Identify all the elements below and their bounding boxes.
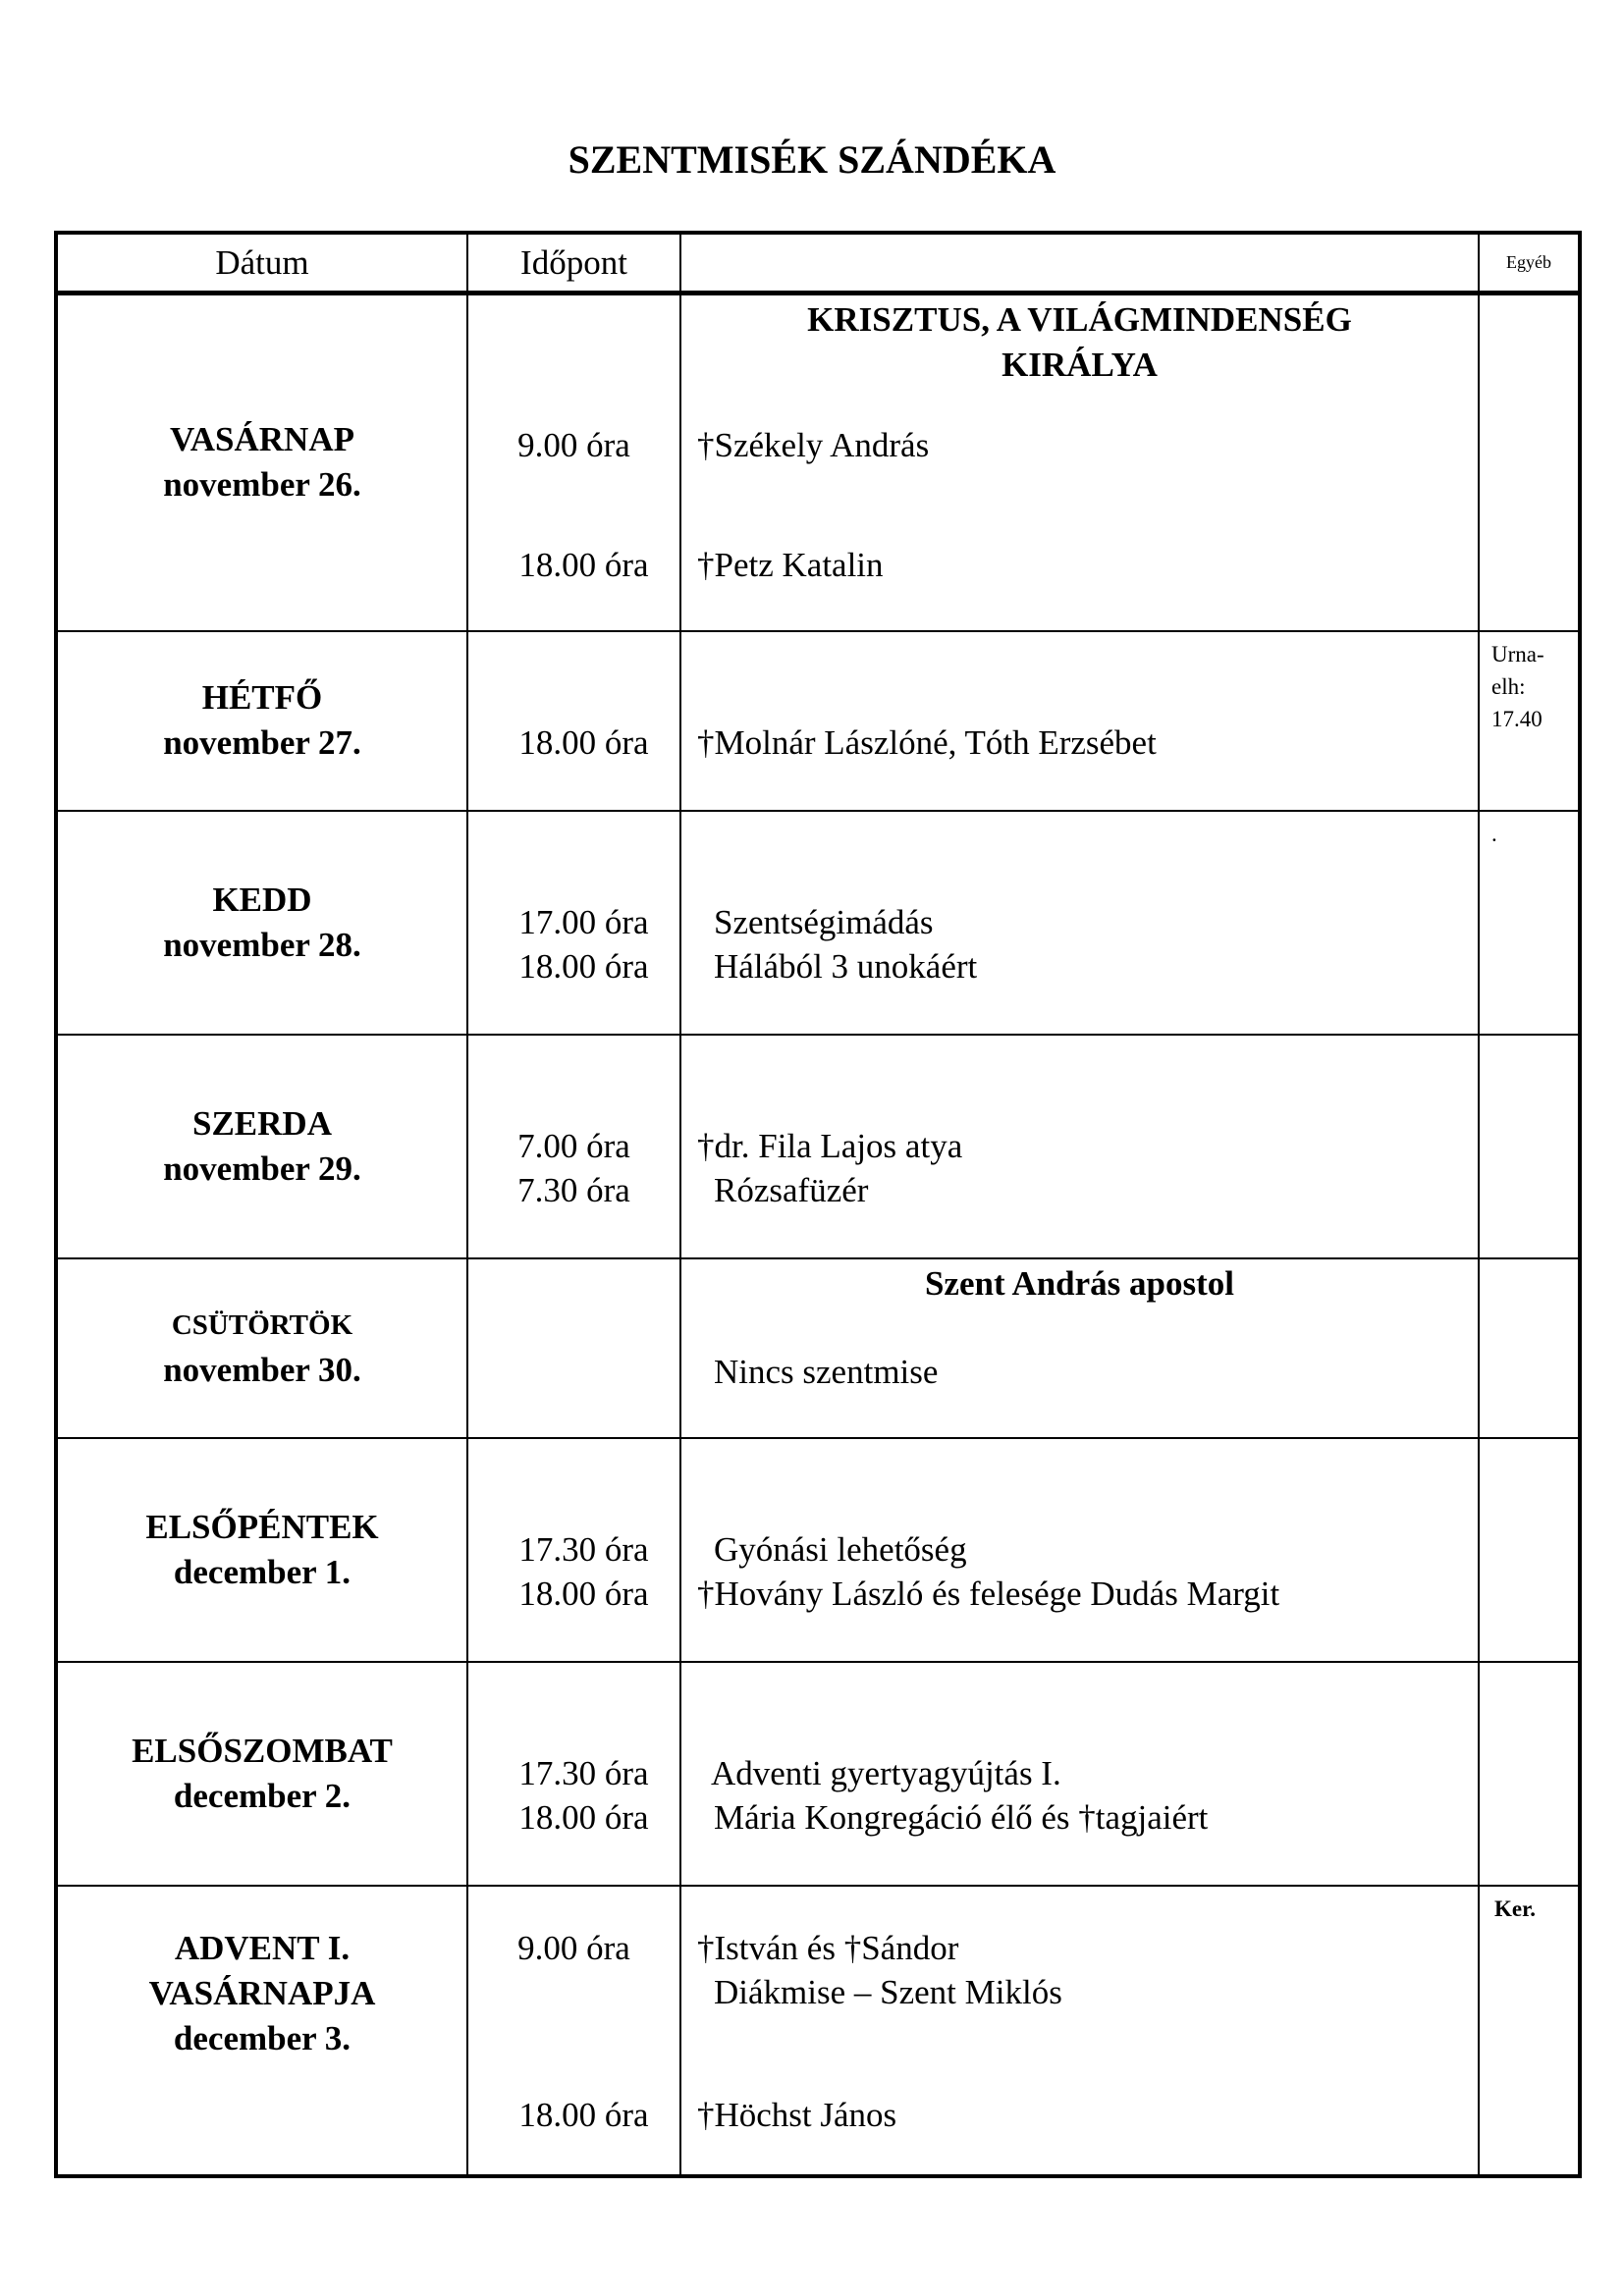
mass-intention: Hálából 3 unokáért: [714, 946, 978, 986]
mass-time: 17.00 óra: [518, 902, 649, 941]
mass-intention: Adventi gyertyagyújtás I.: [711, 1753, 1061, 1792]
day-date: november 28.: [163, 925, 361, 964]
intention-cell: [680, 631, 1479, 811]
day-date: december 2.: [173, 1776, 352, 1815]
time-cell: [467, 631, 680, 811]
day-name: ELSŐPÉNTEK: [145, 1507, 379, 1546]
time-cell: [467, 1035, 680, 1258]
header-datum: Dátum: [56, 233, 467, 294]
mass-intention: †Petz Katalin: [697, 546, 884, 584]
mass-intention: †Molnár Lászlóné, Tóth Erzsébet: [697, 722, 1157, 762]
day-name: VASÁRNAPJA: [148, 1973, 376, 2012]
mass-intention: Mária Kongregáció élő és †tagjaiért: [714, 1797, 1209, 1837]
mass-time: 17.30 óra: [518, 1529, 649, 1569]
note-line: Urna-: [1491, 641, 1544, 667]
header-intention: [680, 233, 1479, 294]
intention-cell: [680, 1438, 1479, 1662]
day-date: december 3.: [173, 2018, 352, 2057]
note-cell: [1479, 631, 1580, 811]
feast-title: KIRÁLYA: [1001, 346, 1158, 384]
day-date: november 26.: [163, 465, 361, 505]
date-cell: [56, 811, 467, 1035]
table-header-row: [56, 233, 1580, 294]
day-name: VASÁRNAP: [170, 420, 354, 459]
date-cell: [56, 294, 467, 631]
time-cell: [467, 1662, 680, 1886]
note-cell: [1479, 1035, 1580, 1258]
intention-cell: [680, 1035, 1479, 1258]
note-cell: [1479, 1258, 1580, 1438]
intention-cell: [680, 811, 1479, 1035]
date-cell: [56, 1258, 467, 1438]
mass-intention: †dr. Fila Lajos atya: [697, 1126, 963, 1165]
note-line: 17.40: [1491, 706, 1543, 731]
mass-intention: †Székely András: [697, 426, 930, 464]
day-date: november 29.: [163, 1148, 361, 1188]
note-cell: [1479, 1438, 1580, 1662]
date-cell: [56, 1035, 467, 1258]
mass-time: 18.00 óra: [518, 946, 649, 986]
mass-intention: †Hovány László és felesége Dudás Margit: [697, 1574, 1280, 1613]
header-egyeb: Egyéb: [1479, 233, 1580, 294]
mass-intention: Nincs szentmise: [714, 1352, 939, 1391]
mass-intention: Diákmise – Szent Miklós: [714, 1972, 1062, 2011]
feast-title: KRISZTUS, A VILÁGMINDENSÉG: [807, 300, 1352, 339]
mass-time: 17.30 óra: [518, 1753, 649, 1792]
mass-time: 18.00 óra: [518, 1574, 649, 1613]
mass-intention: †István és †Sándor: [697, 1928, 959, 1967]
intention-cell: [680, 1258, 1479, 1438]
day-name: CSÜTÖRTÖK: [171, 1309, 353, 1341]
mass-intention: Rózsafüzér: [714, 1170, 869, 1209]
note-cell: .: [1479, 811, 1580, 1035]
intention-cell: [680, 294, 1479, 631]
mass-time: 18.00 óra: [518, 722, 649, 762]
date-cell: [56, 1438, 467, 1662]
note-cell: [1479, 1662, 1580, 1886]
table-row: [56, 1258, 1580, 1438]
day-date: november 27.: [163, 723, 361, 762]
day-name: ADVENT I.: [174, 1928, 351, 1967]
header-idopont: Időpont: [467, 233, 680, 294]
mass-intention: †Höchst János: [697, 2095, 897, 2134]
table-row: [56, 1662, 1580, 1886]
mass-intention: Szentségimádás: [714, 902, 934, 941]
date-cell: [56, 631, 467, 811]
day-date: november 30.: [163, 1351, 361, 1389]
day-date: december 1.: [173, 1552, 352, 1591]
table-row: [56, 631, 1580, 811]
date-cell: [56, 1662, 467, 1886]
note-cell: [1479, 294, 1580, 631]
time-cell: [467, 1438, 680, 1662]
mass-time: 9.00 óra: [517, 426, 630, 464]
day-name: SZERDA: [192, 1103, 332, 1143]
mass-time: 9.00 óra: [517, 1928, 630, 1967]
time-cell: [467, 1258, 680, 1438]
table-row: [56, 1886, 1580, 2176]
intention-cell: [680, 1662, 1479, 1886]
time-cell: [467, 811, 680, 1035]
table-row: [56, 811, 1580, 1035]
mass-schedule-table: [54, 231, 1582, 2178]
table-row: [56, 294, 1580, 631]
time-cell: [467, 1886, 680, 2176]
mass-time: 7.30 óra: [517, 1170, 630, 1209]
mass-time: 18.00 óra: [518, 546, 649, 584]
mass-time: 18.00 óra: [518, 2095, 649, 2134]
mass-time: 7.00 óra: [517, 1126, 630, 1165]
mass-intention: Gyónási lehetőség: [714, 1529, 967, 1569]
intention-cell: [680, 1886, 1479, 2176]
day-name: ELSŐSZOMBAT: [132, 1731, 393, 1770]
mass-time: 18.00 óra: [518, 1797, 649, 1837]
feast-title: Szent András apostol: [924, 1263, 1235, 1303]
day-name: HÉTFŐ: [201, 678, 323, 717]
table-row: [56, 1438, 1580, 1662]
page-title: SZENTMISÉK SZÁNDÉKA: [568, 137, 1056, 182]
note-cell: Ker.: [1479, 1886, 1580, 2176]
day-name: KEDD: [212, 880, 312, 919]
time-cell: [467, 294, 680, 631]
table-row: [56, 1035, 1580, 1258]
date-cell: [56, 1886, 467, 2176]
note-line: elh:: [1491, 673, 1526, 699]
